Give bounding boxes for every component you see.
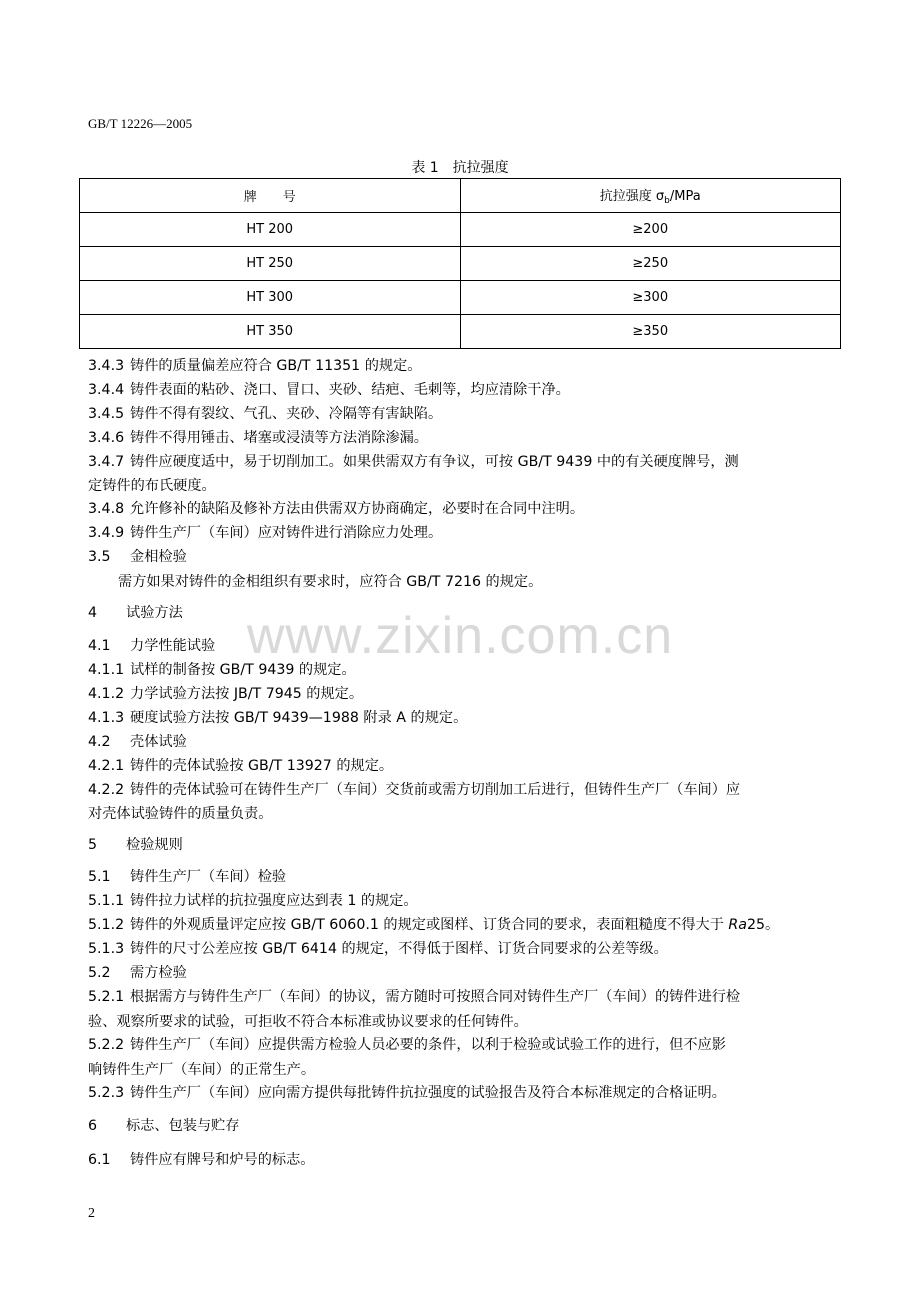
chapter-5-heading: 5 检验规则 [88, 837, 183, 853]
table-row [80, 213, 841, 247]
section-3-5-heading: 3.5 金相检验 [88, 549, 187, 565]
clause-4-2-2-continued: 对壳体试验铸件的质量负责。 [88, 806, 273, 822]
clause-3-4-7-continued: 定铸件的布氏硬度。 [88, 478, 216, 494]
clause-3-4-4: 3.4.4 铸件表面的粘砂、浇口、冒口、夹砂、结疤、毛刺等，均应清除干净。 [88, 382, 570, 398]
clause-3-4-8: 3.4.8 允许修补的缺陷及修补方法由供需双方协商确定，必要时在合同中注明。 [88, 501, 585, 517]
clause-4-2-2: 4.2.2 铸件的壳体试验可在铸件生产厂（车间）交货前或需方切削加工后进行，但铸件生产厂（车间）应 [88, 782, 741, 798]
grade-cell: HT 300 [80, 281, 461, 315]
table-header-row [80, 179, 841, 213]
table-caption-title: 抗拉强度 [452, 160, 509, 176]
strength-cell: ≥200 [460, 213, 841, 247]
table-row [80, 315, 841, 349]
clause-5-1-1: 5.1.1 铸件拉力试样的抗拉强度应达到表 1 的规定。 [88, 893, 418, 909]
clause-5-2-3: 5.2.3 铸件生产厂（车间）应向需方提供每批铸件抗拉强度的试验报告及符合本标准规定的合格证明。 [88, 1085, 726, 1101]
clause-4-1-1: 4.1.1 试样的制备按 GB/T 9439 的规定。 [88, 662, 356, 678]
col-header-strength: 抗拉强度 $\sigma_b$/MPa [460, 179, 841, 213]
clause-5-2-1: 5.2.1 根据需方与铸件生产厂（车间）的协议，需方随时可按照合同对铸件生产厂（车间）的铸件进行检 [88, 989, 741, 1005]
grade-cell: HT 200 [80, 213, 461, 247]
strength-cell: ≥300 [460, 281, 841, 315]
clause-3-4-3: 3.4.3 铸件的质量偏差应符合 GB/T 11351 的规定。 [88, 358, 422, 374]
clause-5-2-2: 5.2.2 铸件生产厂（车间）应提供需方检验人员必要的条件，以利于检验或试验工作的进行，但不应影 [88, 1037, 726, 1053]
table-row [80, 281, 841, 315]
clause-3-4-6: 3.4.6 铸件不得用锤击、堵塞或浸渍等方法消除渗漏。 [88, 430, 428, 446]
chapter-6-heading: 6 标志、包装与贮存 [88, 1118, 240, 1134]
section-5-1-heading: 5.1 铸件生产厂（车间）检验 [88, 869, 287, 885]
watermark: www.zixin.com.cn [246, 607, 674, 665]
clause-6-1: 6.1 铸件应有牌号和炉号的标志。 [88, 1152, 315, 1168]
grade-cell: HT 350 [80, 315, 461, 349]
clause-5-1-3: 5.1.3 铸件的尺寸公差应按 GB/T 6414 的规定，不得低于图样、订货合同要求的公差等级。 [88, 941, 668, 957]
clause-3-4-5: 3.4.5 铸件不得有裂纹、气孔、夹砂、冷隔等有害缺陷。 [88, 406, 443, 422]
clause-3-4-9: 3.4.9 铸件生产厂（车间）应对铸件进行消除应力处理。 [88, 525, 443, 541]
clause-5-1-2: 5.1.2 铸件的外观质量评定应按 GB/T 6060.1 的规定或图样、订货合同的要求，表面粗糙度不得大于 Ra25。 [88, 917, 780, 933]
clause-4-1-2: 4.1.2 力学试验方法按 JB/T 7945 的规定。 [88, 686, 364, 702]
col-header-grade: 牌 号 [80, 179, 461, 213]
clause-5-2-2-continued: 响铸件生产厂（车间）的正常生产。 [88, 1062, 316, 1078]
grade-cell: HT 250 [80, 247, 461, 281]
table-caption-number: 表 1 [411, 160, 439, 176]
table-caption [0, 157, 920, 177]
page-number: 2 [88, 1206, 95, 1221]
section-5-2-heading: 5.2 需方检验 [88, 965, 187, 981]
strength-cell: ≥250 [460, 247, 841, 281]
table-row [80, 247, 841, 281]
section-4-1-heading: 4.1 力学性能试验 [88, 638, 216, 654]
strength-cell: ≥350 [460, 315, 841, 349]
section-4-2-heading: 4.2 壳体试验 [88, 734, 187, 750]
chapter-4-heading: 4 试验方法 [88, 605, 183, 621]
tensile-strength-table [79, 178, 841, 349]
clause-4-2-1: 4.2.1 铸件的壳体试验按 GB/T 13927 的规定。 [88, 758, 394, 774]
clause-4-1-3: 4.1.3 硬度试验方法按 GB/T 9439—1988 附录 A 的规定。 [88, 710, 468, 726]
clause-3-4-7: 3.4.7 铸件应硬度适中，易于切削加工。如果供需双方有争议，可按 GB/T 9439 中的有关硬度牌号，测 [88, 454, 739, 470]
standard-code-header: GB/T 12226—2005 [88, 116, 193, 131]
clause-5-2-1-continued: 验、观察所要求的试验，可拒收不符合本标准或协议要求的任何铸件。 [88, 1014, 528, 1030]
section-3-5-body: 需方如果对铸件的金相组织有要求时，应符合 GB/T 7216 的规定。 [118, 574, 543, 590]
